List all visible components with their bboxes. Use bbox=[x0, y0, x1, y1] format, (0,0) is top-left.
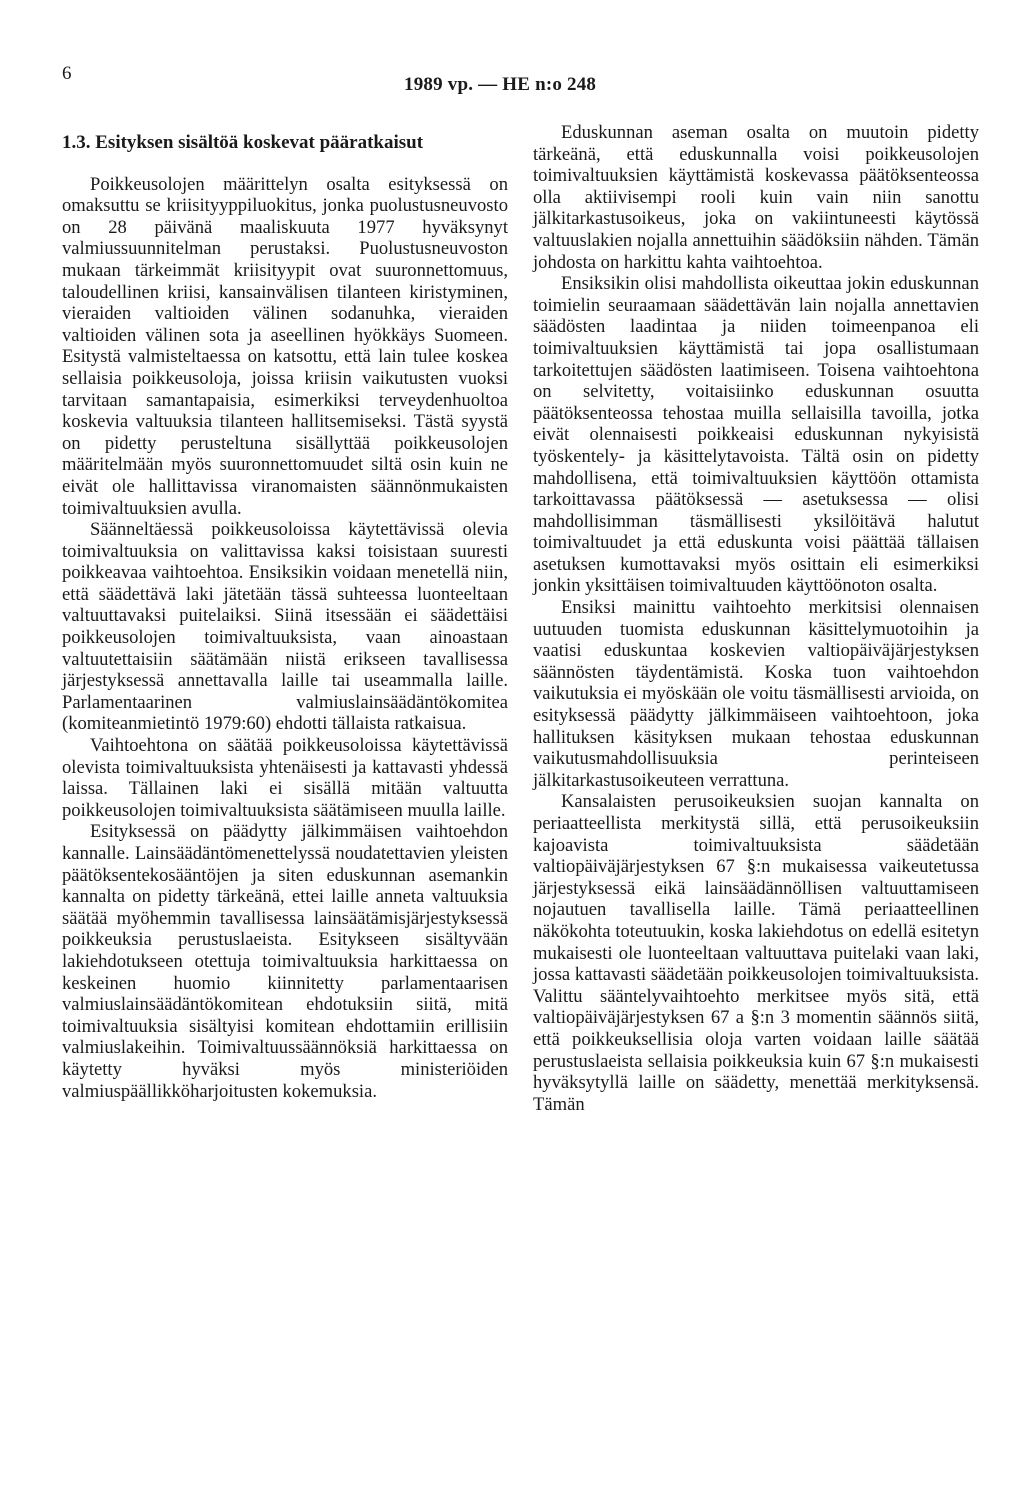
paragraph: Poikkeusolojen määrittelyn osalta esityksessä on omaksuttu se kriisityyppiluokitus, jonka puolustusneuvosto on 28 päivänä maaliskuuta 1977 hyväksynyt valmiussuunnitelman perustaksi. Puolustusneuvoston mukaan tärkeimmät kriisityypit ovat suuronnettomuus, taloudellinen kriisi, kansainvälisen tilanteen kiristyminen, vieraiden valtioiden välinen sodanuhka, vieraiden valtioiden välinen sota ja aseellinen hyökkäys Suomeen. Esitystä valmisteltaessa on katsottu, että lain tulee koskea sellaisia poikkeusoloja, joissa kriisin vaikutusten vuoksi tarvitaan samantapaisia, esimerkiksi terveydenhuoltoa koskevia valtuuksia tilanteen hallitsemiseksi. Tästä syystä on pidetty perusteltuna sisällyttää poikkeusolojen määritelmään myös suuronnettomuudet siltä osin kuin ne eivät ole hallittavissa viranomaisten säännönmukaisten toimivaltuuksien avulla. bbox=[62, 173, 508, 519]
paragraph: Esityksessä on päädytty jälkimmäisen vaihtoehdon kannalle. Lainsäädäntömenettelyssä noudatettavien yleisten päätöksentekosääntöjen ja siten eduskunnan asemankin kannalta on pidetty tärkeänä, ettei laille anneta valtuuksia säätää myöhemmin tavallisessa lainsäätämisjärjestyksessä poikkeuksia perustuslaeista. Esitykseen sisältyvään lakiehdotukseen otettuja toimivaltuuksia harkittaessa on keskeinen huomio kiinnitetty parlamentaarisen valmiuslainsäädäntökomitean ehdotuksiin siitä, mitä toimivaltuuksia sisältyisi komitean ehdottamiin erillisiin valmiuslakeihin. Toimivaltuussäännöksiä harkittaessa on käytetty hyväksi myös ministeriöiden valmiuspäällikköharjoitusten kokemuksia. bbox=[62, 821, 508, 1102]
paragraph: Kansalaisten perusoikeuksien suojan kannalta on periaatteellista merkitystä sillä, että perusoikeuksiin kajoavista toimivaltuuksista säädetään valtiopäiväjärjestyksen 67 §:n mukaisessa vaikeutetussa järjestyksessä eikä lainsäädännöllisen valtuuttamiseen nojautuen tavallisella laille. Tämä periaatteellinen näkökohta toteutuukin, koska lakiehdotus on edellä esitetyn mukaisesti ole luonteeltaan valtuuttava puitelaki vaan laki, jossa kattavasti säädetään poikkeusolojen toimivaltuuksista. Valittu sääntelyvaihtoehto merkitsee myös sitä, että valtiopäiväjärjestyksen 67 a §:n 3 momentin säännös siitä, että poikkeuksellisia oloja varten voidaan laille säätää perustuslaeista sellaisia poikkeuksia kuin 67 §:n mukaisesti hyväksytyllä laille on säädetty, menettää merkityksensä. Tämän bbox=[533, 791, 979, 1115]
page-number: 6 bbox=[62, 63, 72, 84]
paragraph: Ensiksikin olisi mahdollista oikeuttaa jokin eduskunnan toimielin seuraamaan säädettävän lain nojalla annettavien säädösten laadintaa ja niiden toimeenpanoa eli toimivaltuuksien käyttämistä tai jopa osallistumaan tarkoitettujen säädösten laatimiseen. Toisena vaihtoehtona on selvitetty, voitaisiinko eduskunnan osuutta päätöksenteossa tehostaa muilla sellaisilla tavoilla, jotka eivät olennaisesti poikkeaisi eduskunnan nykyisistä työskentely- ja käsittelytavoista. Tältä osin on pidetty mahdollisena, että toimivaltuuksien käyttöön ottamista tarkoittavassa päätöksessä — asetuksessa — olisi mahdollisimman täsmällisesti yksilöitävä halutut toimivaltuudet ja että eduskunta voisi päättää tällaisen asetuksen kumottavaksi myös osittain eli esimerkiksi jonkin yksittäisen toimivaltuuden käyttöönoton osalta. bbox=[533, 273, 979, 597]
running-header: 1989 vp. — HE n:o 248 bbox=[404, 74, 597, 95]
paragraph: Vaihtoehtona on säätää poikkeusoloissa käytettävissä olevista toimivaltuuksista yhtenäisesti ja kattavasti yhdessä laissa. Tällainen laki ei sisällä mitään valtuutta poikkeusolojen toimivaltuuksista säätämiseen muulla laille. bbox=[62, 735, 508, 821]
paragraph: Ensiksi mainittu vaihtoehto merkitsisi olennaisen uutuuden tuomista eduskunnan käsittelymuotoihin ja vaatisi eduskuntaa koskevien valtiopäiväjärjestyksen säännösten täydentämistä. Koska tuon vaihtoehdon vaikutuksia ei myöskään ole voitu täsmällisesti arvioida, on esityksessä päädytty jälkimmäiseen vaihtoehtoon, joka hallituksen käsityksen mukaan tehostaa eduskunnan vaikutusmahdollisuuksia perinteiseen jälkitarkastusoikeuteen verrattuna. bbox=[533, 597, 979, 791]
right-column bbox=[533, 122, 979, 1115]
section-heading: 1.3. Esityksen sisältöä koskevat pääratkaisut bbox=[62, 132, 424, 153]
paragraph: Eduskunnan aseman osalta on muutoin pidetty tärkeänä, että eduskunnalla voisi poikkeusolojen toimivaltuuksien käyttämistä koskevassa päätöksenteossa olla aktiivisempi rooli kuin vain niin sanottu jälkitarkastusoikeus, joka on vakiintuneesti käytössä valtuuslakien nojalla annettuihin säädöksiin nähden. Tämän johdosta on harkittu kahta vaihtoehtoa. bbox=[533, 122, 979, 273]
paragraph: Säänneltäessä poikkeusoloissa käytettävissä olevia toimivaltuuksia on valittavissa kaksi toisistaan suuresti poikkeavaa vaihtoehtoa. Ensiksikin voidaan menetellä niin, että säädettävä laki jätetään tässä suhteessa luonteeltaan valtuuttavaksi puitelaiksi. Siinä itsessään ei säädettäisi poikkeusolojen toimivaltuuksista, vaan ainoastaan valtuutettaisiin säätämään niistä erikseen tavallisessa järjestyksessä annettavalla laille tai useammalla laille. Parlamentaarinen valmiuslainsäädäntökomitea (komiteanmietintö 1979:60) ehdotti tällaista ratkaisua. bbox=[62, 519, 508, 735]
left-column bbox=[62, 122, 508, 1102]
